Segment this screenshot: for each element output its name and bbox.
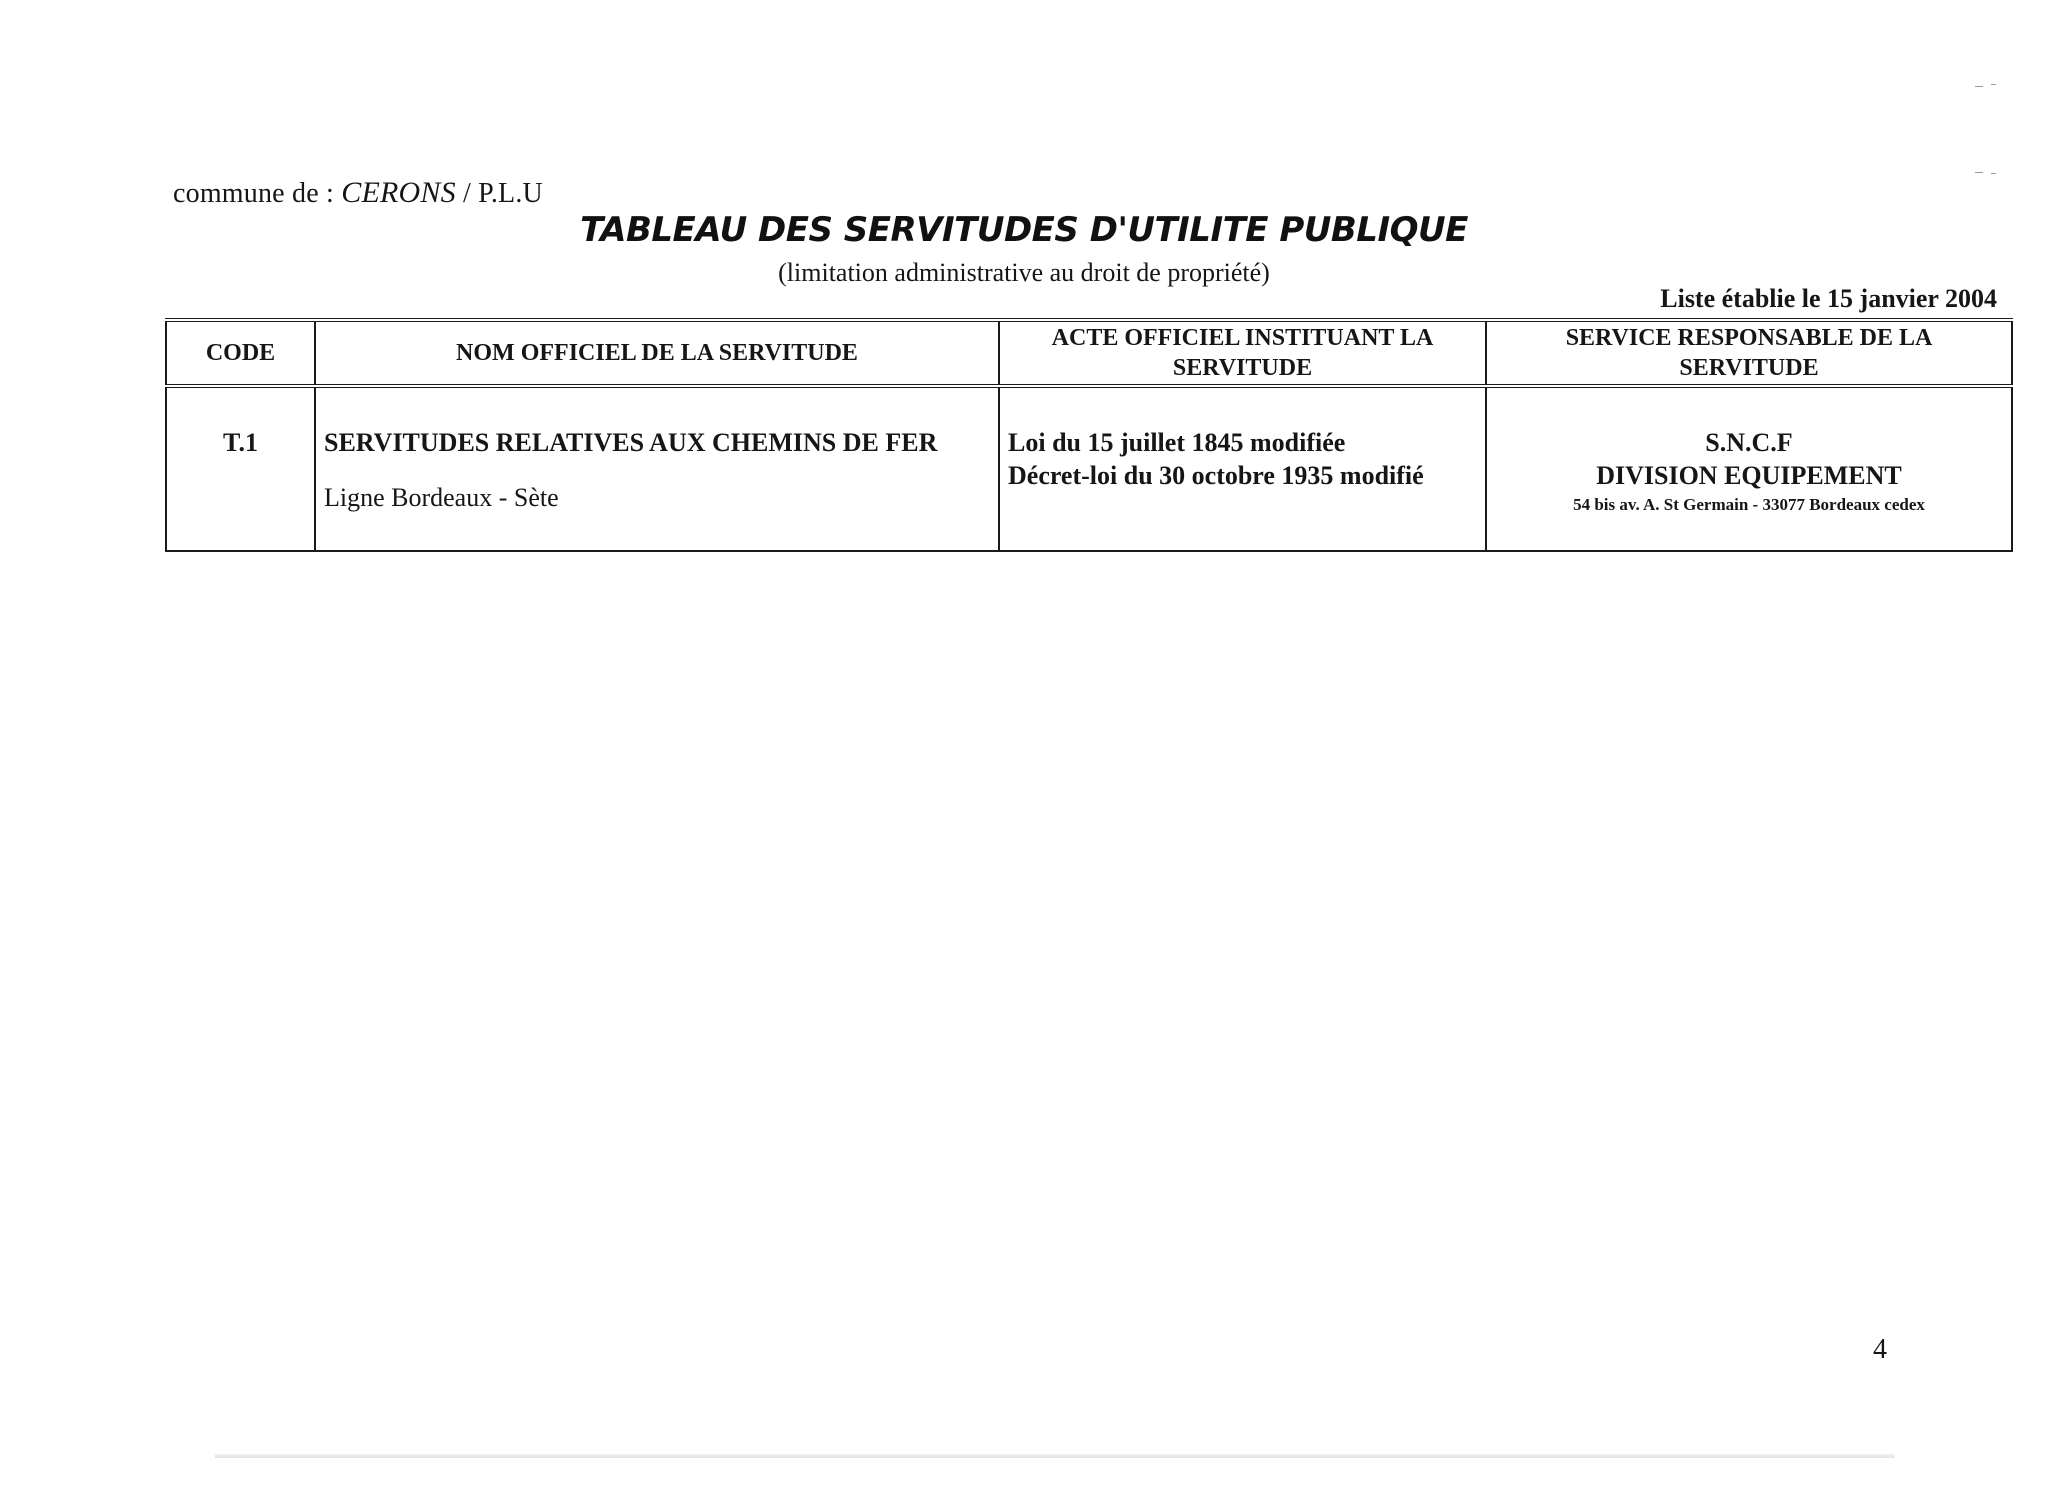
cell-acte xyxy=(999,386,1486,551)
servitude-name: SERVITUDES RELATIVES AUX CHEMINS DE FER xyxy=(324,428,938,457)
document-subtitle: (limitation administrative au droit de propriété) xyxy=(778,258,1270,287)
acte-line: Décret-loi du 30 octobre 1935 modifié xyxy=(1008,461,1424,490)
table-row xyxy=(166,386,2012,551)
scan-mark xyxy=(1991,84,1996,85)
commune-suffix: / P.L.U xyxy=(462,178,543,209)
servitudes-table xyxy=(165,318,2013,552)
commune-line xyxy=(173,176,543,210)
servitude-line: Ligne Bordeaux - Sète xyxy=(324,483,559,512)
scan-mark xyxy=(1975,86,1983,87)
scan-shadow xyxy=(215,1454,1895,1458)
service-division: DIVISION EQUIPEMENT xyxy=(1596,461,1902,490)
commune-name: CERONS xyxy=(341,176,456,209)
document-title: TABLEAU DES SERVITUDES D'UTILITE PUBLIQUE xyxy=(580,210,1468,250)
table-header-row xyxy=(166,320,2012,386)
commune-prefix: commune de : xyxy=(173,178,335,209)
column-header-acte: ACTE OFFICIEL INSTITUANT LA SERVITUDE xyxy=(999,320,1486,386)
cell-name xyxy=(315,386,999,551)
column-header-nom: NOM OFFICIEL DE LA SERVITUDE xyxy=(315,320,999,386)
scan-mark xyxy=(1975,172,1983,173)
service-address: 54 bis av. A. St Germain - 33077 Bordeaux cedex xyxy=(1573,495,1925,514)
cell-code: T.1 xyxy=(166,386,315,551)
page-number: 4 xyxy=(1873,1334,1887,1365)
acte-line: Loi du 15 juillet 1845 modifiée xyxy=(1008,428,1346,457)
column-header-service: SERVICE RESPONSABLE DE LA SERVITUDE xyxy=(1486,320,2012,386)
service-organisation: S.N.C.F xyxy=(1705,428,1793,457)
cell-service xyxy=(1486,386,2012,551)
scan-mark xyxy=(1991,173,1996,174)
column-header-code: CODE xyxy=(166,320,315,386)
list-date: Liste établie le 15 janvier 2004 xyxy=(1660,284,1997,313)
